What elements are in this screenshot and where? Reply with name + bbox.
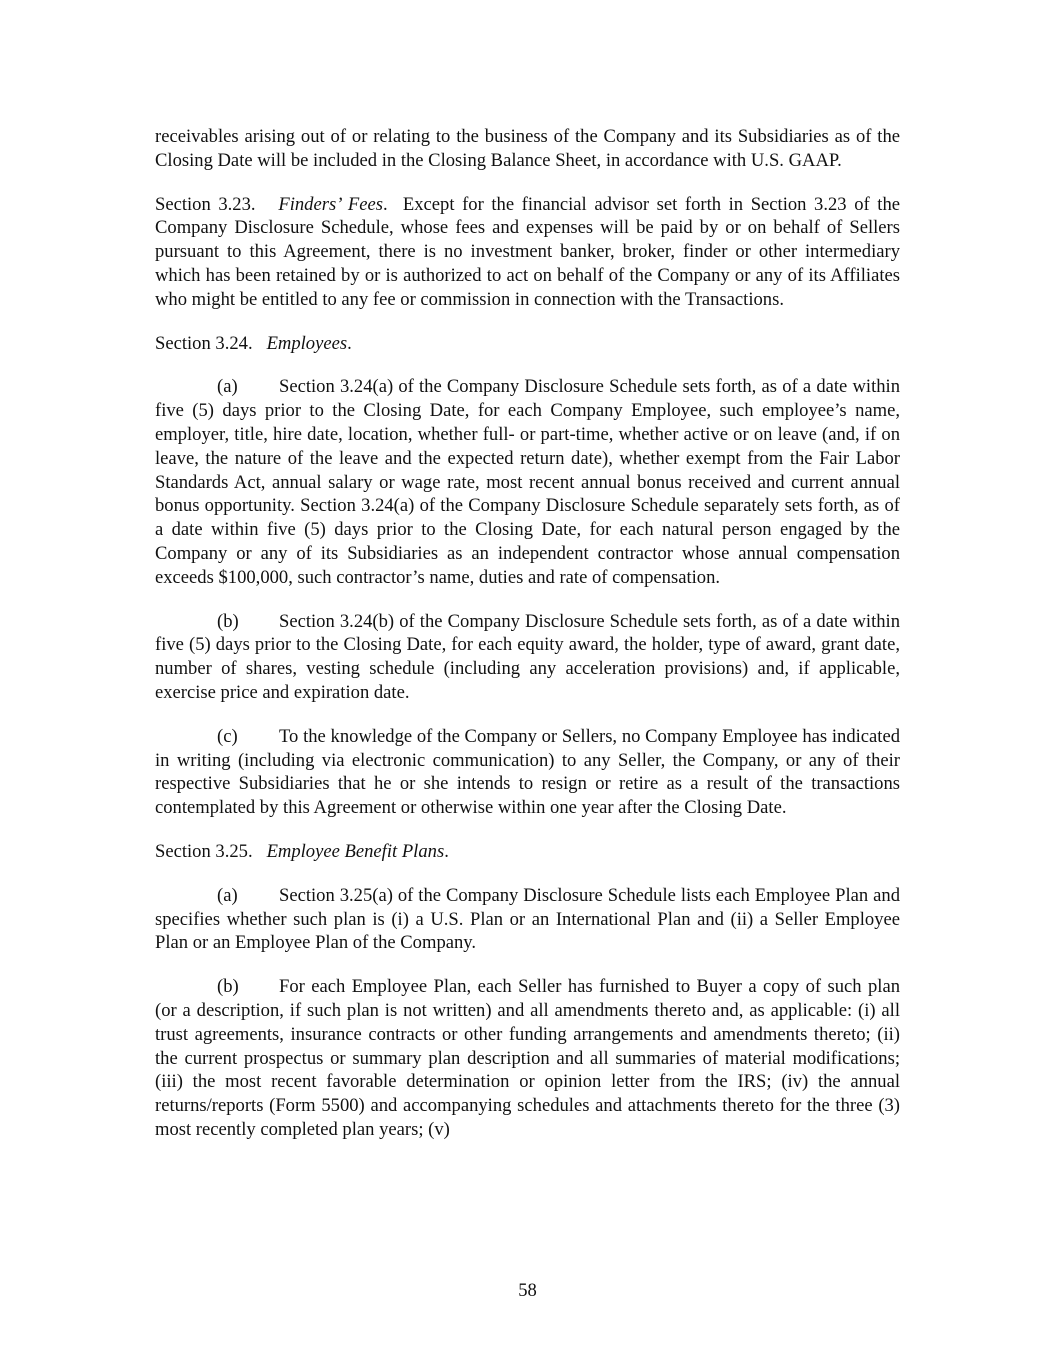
subsection-3-25-a <box>155 884 900 955</box>
subsection-label: (c) <box>217 725 238 747</box>
subsection-3-24-a <box>155 375 900 589</box>
subsection-body: Section 3.25(a) of the Company Disclosure Schedule lists each Employee Plan and specifies whether such plan is (i) a U.S. Plan or an International Plan and (ii) a Seller Employee Plan or an Employee Plan of the Company. <box>155 884 900 954</box>
subsection-label: (a) <box>217 884 238 906</box>
section-3-25-heading: Section 3.25. Employee Benefit Plans. <box>155 840 449 862</box>
document-page <box>155 125 900 1162</box>
section-3-24-heading: Section 3.24. Employees. <box>155 332 352 354</box>
section-number: Section 3.25. <box>155 840 253 862</box>
subsection-label: (a) <box>217 376 238 398</box>
section-number: Section 3.23. <box>155 193 256 215</box>
subsection-body: Section 3.24(a) of the Company Disclosure Schedule sets forth, as of a date within five (5) days prior to the Closing Date, for each Company Employee, such employee’s name, employer, title, hire date, location, whether full- or part-time, whether active or on leave (and, if on leave, the nature of the leave and the expected return date), whether exempt from the Fair Labor Standards Act, annual salary or wage rate, most recent annual bonus received and current annual bonus opportunity. Section 3.24(a) of the Company Disclosure Schedule separately sets forth, as of a date within five (5) days prior to the Closing Date, for each natural person engaged by the Company or any of its Subsidiaries as an independent contractor whose annual compensation exceeds $100,000, such contractor’s name, duties and rate of compensation. <box>155 376 900 588</box>
subsection-body: To the knowledge of the Company or Sellers, no Company Employee has indicated in writing (including via electronic communication) to any Seller, the Company, or any of their respective Subsidiaries that he or she intends to resign or retire as a result of the transactions contemplated by this Agreement or otherwise within one year after the Closing Date. <box>155 725 900 819</box>
section-number: Section 3.24. <box>155 332 253 354</box>
section-title: Employee Benefit Plans <box>266 840 445 862</box>
section-title: Finders’ Fees <box>278 193 384 215</box>
section-body: Except for the financial advisor set forth in Section 3.23 of the Company Disclosure Schedule, whose fees and expenses will be paid by or on behalf of Sellers pursuant to this Agreement, there is no investment banker, broker, finder or other intermediary which has been retained by or is authorized to act on behalf of the Company or any of its Affiliates who might be entitled to any fee or commission in connection with the Transactions. <box>155 193 900 310</box>
page-number: 58 <box>518 1280 537 1301</box>
subsection-label: (b) <box>217 976 239 998</box>
subsection-label: (b) <box>217 610 239 632</box>
subsection-3-24-b <box>155 610 900 705</box>
subsection-3-25-b <box>155 975 900 1142</box>
subsection-body: Section 3.24(b) of the Company Disclosure Schedule sets forth, as of a date within five (5) days prior to the Closing Date, for each equity award, the holder, type of award, grant date, number of shares, vesting schedule (including any acceleration provisions) and, if applicable, exercise price and expiration date. <box>155 610 900 703</box>
section-title: Employees <box>266 332 348 354</box>
subsection-3-24-c <box>155 725 900 820</box>
paragraph-receivables: receivables arising out of or relating to the business of the Company and its Subsidiaries as of the Closing Date will be included in the Closing Balance Sheet, in accordance with U.S. GAAP. <box>155 126 900 171</box>
subsection-body: For each Employee Plan, each Seller has furnished to Buyer a copy of such plan (or a description, if such plan is not written) and all amendments thereto and, as applicable: (i) all trust agreements, insurance contracts or other funding arrangements and amendments thereto; (ii) the current prospectus or summary plan description and all summaries of material modifications; (iii) the most recent favorable determination or opinion letter from the IRS; (iv) the annual returns/reports (Form 5500) and accompanying schedules and attachments thereto for the three (3) most recently completed plan years; (v) <box>155 976 900 1140</box>
section-3-23: Section 3.23. Finders’ Fees. Except for the financial advisor set forth in Section 3.23 of the Company Disclosure Schedule, whose fees and expenses will be paid by or on behalf of Sellers pursuant to this Agreement, there is no investment banker, broker, finder or other intermediary which has been retained by or is authorized to act on behalf of the Company or any of its Affiliates who might be entitled to any fee or commission in connection with the Transactions. <box>155 193 900 310</box>
